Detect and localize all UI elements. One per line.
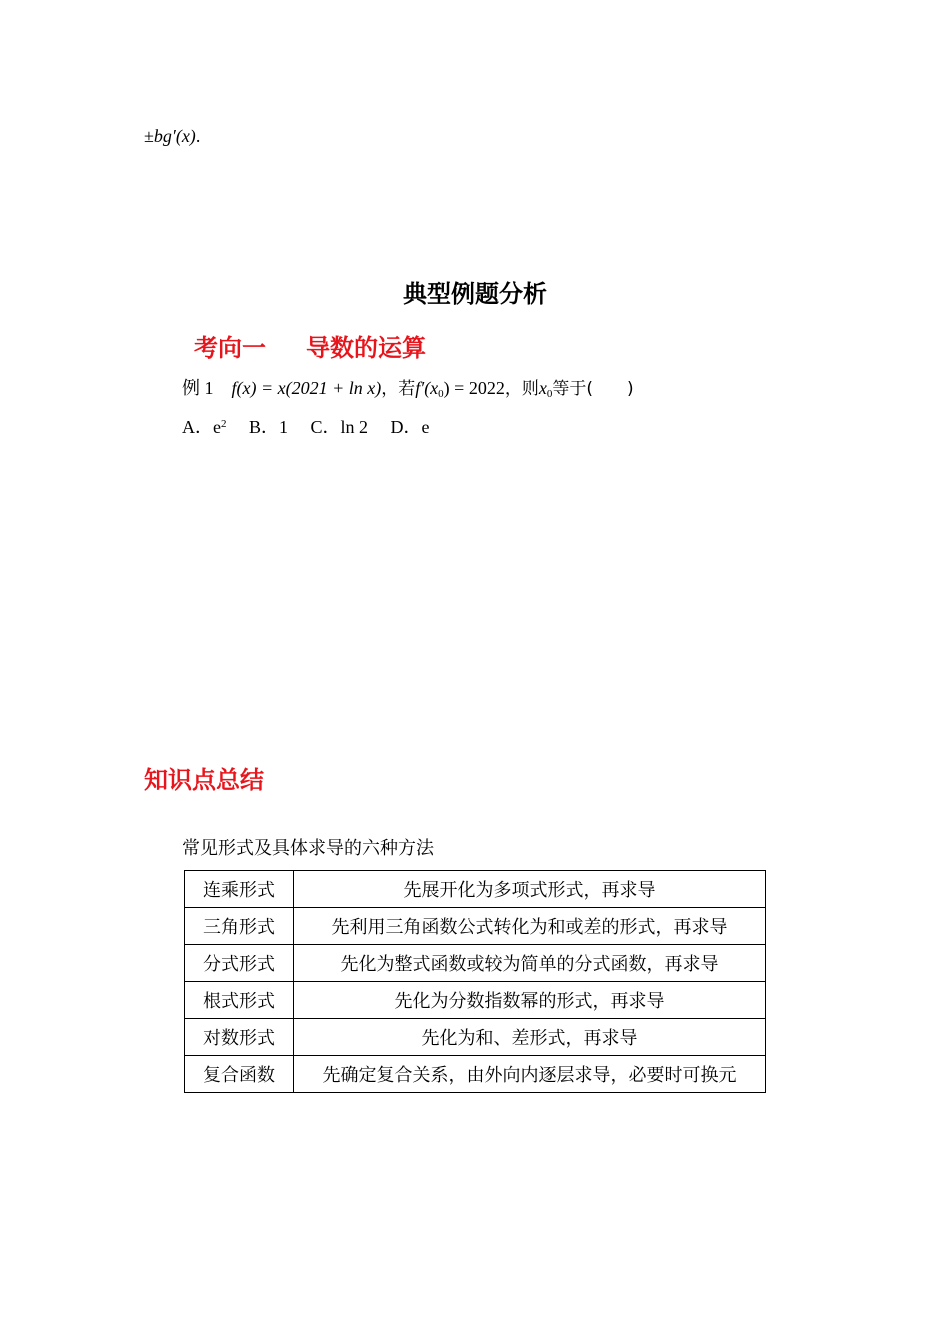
direction-label: 考向一	[194, 334, 266, 362]
form-cell: 三角形式	[185, 908, 294, 945]
table-row	[185, 908, 766, 945]
form-cell: 复合函数	[185, 1056, 294, 1093]
form-cell: 对数形式	[185, 1019, 294, 1056]
table-row	[185, 945, 766, 982]
summary-title: 知识点总结	[144, 766, 264, 794]
table-row	[185, 871, 766, 908]
option-d: D．e	[390, 417, 430, 437]
table-caption: 常见形式及具体求导的六种方法	[182, 838, 434, 859]
method-cell: 先确定复合关系，由外向内逐层求导，必要时可换元	[294, 1056, 766, 1093]
method-cell: 先化为分数指数幂的形式，再求导	[294, 982, 766, 1019]
method-cell: 先利用三角函数公式转化为和或差的形式，再求导	[294, 908, 766, 945]
answer-options	[182, 413, 448, 439]
method-cell: 先化为和、差形式，再求导	[294, 1019, 766, 1056]
direction-title: 导数的运算	[306, 334, 426, 362]
form-cell: 分式形式	[185, 945, 294, 982]
example-label: 例 1	[182, 378, 214, 398]
example-1: 例 1 f(x) = x(2021 + ln x)，若$f'(x_0) = 2022$，则$x_0$等于( )	[182, 378, 634, 400]
option-c: C．ln 2	[310, 417, 369, 437]
form-cell: 根式形式	[185, 982, 294, 1019]
table-row	[185, 1056, 766, 1093]
method-cell: 先化为整式函数或较为简单的分式函数，再求导	[294, 945, 766, 982]
table-row	[185, 982, 766, 1019]
methods-table	[184, 870, 766, 1093]
formula-fragment: ±bg′(x).	[144, 126, 201, 146]
method-cell: 先展开化为多项式形式，再求导	[294, 871, 766, 908]
direction-heading	[194, 328, 426, 363]
form-cell: 连乘形式	[185, 871, 294, 908]
section-title: 典型例题分析	[403, 280, 547, 308]
table-row	[185, 1019, 766, 1056]
function-definition: f(x) = x(2021 + ln x)	[231, 378, 382, 398]
option-b: B．1	[249, 417, 289, 437]
option-a: A．$e^2$	[182, 417, 227, 437]
